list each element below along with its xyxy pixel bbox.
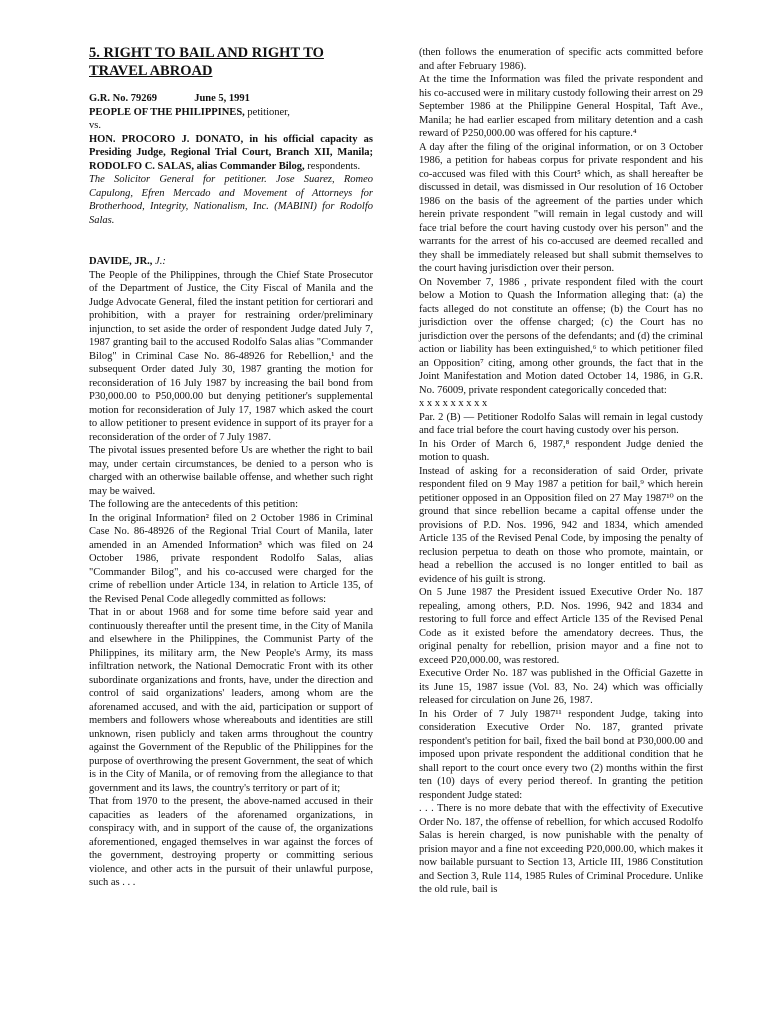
left-paragraph: In the original Information² filed on 2 October 1986 in Criminal Case No. 86-48926 of the Regional Trial Court of Manila, later amended in an Amended Information³ which was filed on 24 October 1986, private respondent Rodolfo Salas, alias "Commander Bilog", and his co-accused were charged for the crime of rebellion under Article 134, in relation to Article 135, of the Revised Penal Code allegedly committed as follows: xyxy=(89,512,373,605)
petitioner-role: petitioner, xyxy=(244,106,290,118)
document-title: 5. RIGHT TO BAIL AND RIGHT TO TRAVEL ABROAD xyxy=(89,45,324,79)
counsel-line: The Solicitor General for petitioner. Jose Suarez, Romeo Capulong, Efren Mercado and Movement of Attorneys for Brotherhood, Integrity, Nationalism, Inc. (MABINI) for Rodolfo Salas. xyxy=(89,174,373,226)
left-paragraph: The following are the antecedents of this petition: xyxy=(89,499,299,510)
right-paragraph: Executive Order No. 187 was published in the Official Gazette in its June 15, 1987 issue (Vol. 83, No. 24) which was officially released for circulation on June 26, 1987. xyxy=(419,668,703,706)
right-paragraph: Par. 2 (B) — Petitioner Rodolfo Salas will remain in legal custody and face trial before the court having custody over his person. xyxy=(419,411,703,436)
right-paragraph: At the time the Information was filed the private respondent and his co-accused were in military custody following their arrest on 29 September 1986 at the Philippine General Hospital, Taft Ave., Manila; he had earlier escaped from military detention and a cash reward of P250,000.00 was offered for his capture.⁴ xyxy=(419,74,704,139)
petitioner-line xyxy=(89,106,373,120)
left-paragraph: The pivotal issues presented before Us are whether the right to bail may, under certain circumstances, be denied to a person who is charged with an otherwise bailable offense, and whether such right may be waived. xyxy=(89,445,373,497)
petitioner-name: PEOPLE OF THE PHILIPPINES, xyxy=(89,106,245,118)
right-paragraph: x x x x x x x x x xyxy=(419,398,488,409)
right-paragraph: On 5 June 1987 the President issued Executive Order No. 187 repealing, among others, P.D. Nos. 1996, 942 and 1834 and restoring to full force and effect Article 135 of the Revised Penal Code as it existed before the amendatory decrees. Thus, the original penalty for rebellion, prision mayor and a fine not to exceed P20,000.00, was restored. xyxy=(419,587,703,666)
right-column xyxy=(419,46,703,897)
ponente-name: DAVIDE, JR., xyxy=(89,256,153,267)
versus-line: vs. xyxy=(89,120,101,131)
left-paragraph: The People of the Philippines, through the Chief State Prosecutor of the Department of Justice, the City Fiscal of Manila and the Judge Advocate General, filed the instant petition for certiorari and prohibition, with a prayer for restraining order/preliminary injunction, to set aside the order of respondent Judge dated July 7, 1987 granting bail to the accused Rodolfo Salas alias "Commander Bilog" in Criminal Case No. 86-48926 for Rebellion,¹ and the subsequent Order dated July 30, 1987 granting the motion for reconsideration of 16 July 1987 by increasing the bail bond from P30,000.00 to P50,000.00 but denying petitioner's supplemental motion for reconsideration of July 17, 1987 which asked the court to allow petitioner to present evidence in support of its prayer for a reconsideration of the order of 7 July 1987. xyxy=(89,269,373,443)
right-paragraph: . . . There is no more debate that with the effectivity of Executive Order No. 187, the offense of rebellion, for which accused Rodolfo Salas is herein charged, is now punishable with the penalty of prision mayor and a fine not exceeding P20,000.00, which makes it now bailable pursuant to Section 13, Article III, 1986 Constitution and Section 3, Rule 114, 1985 Rules of Criminal Procedure. Unlike the old rule, bail is xyxy=(419,803,703,895)
respondents-line xyxy=(89,133,373,174)
respondents-names: HON. PROCORO J. DONATO, in his official capacity as Presiding Judge, Regional Trial Court, Branch XII, Manila; RODOLFO C. SALAS, alias Commander Bilog, xyxy=(89,133,373,172)
right-paragraph: In his Order of March 6, 1987,⁸ respondent Judge denied the motion to quash. xyxy=(419,438,703,463)
gr-date: June 5, 1991 xyxy=(194,93,250,104)
respondents-role: respondents. xyxy=(304,160,361,172)
right-paragraph: Instead of asking for a reconsideration of said Order, private respondent filed on 9 May 1987 a petition for bail,⁹ which herein petitioner opposed in an Opposition filed on 27 May 1987¹⁰ on the ground that since rebellion became a capital offense under the provisions of P.D. Nos. 1996, 942 and 1834, which amended Article 135 of the Revised Penal Code, by imposing the penalty of reclusion perpetua to death on those who promote, maintain, or head a rebellion the accused is no longer entitled to bail as evidence of his guilt is strong. xyxy=(419,465,703,585)
ponente-line xyxy=(89,255,373,269)
right-paragraph: A day after the filing of the original information, or on 3 October 1986, a petition for habeas corpus for private respondent and his co-accused was filed with this Court⁵ which, as shall hereafter be discussed in detail, was dismissed in Our resolution of 16 October 1986 on the basis of the agreement of the parties under which herein private respondent "will remain in legal custody and will face trial before the court having custody over his person" and the warrants for the arrest of his co-accused are deemed recalled and they shall be immediately released but shall submit themselves to the court having jurisdiction over their person. xyxy=(419,141,703,274)
gr-number: G.R. No. 79269 xyxy=(89,93,157,104)
ponente-title: J.: xyxy=(152,256,166,267)
right-paragraph: On November 7, 1986 , private respondent filed with the court below a Motion to Quash the Information alleging that: (a) the facts alleged do not constitute an offense; (b) the Court has no jurisdiction over the offense charged; (c) the Court has no jurisdiction over the persons of the defendants; and (d) the criminal action or liability has been extinguished,⁶ to which petitioner filed an Opposition⁷ citing, among other grounds, the fact that in the Joint Manifestation and Motion dated October 14, 1986, in G.R. No. 76009, private respondent categorically conceded that: xyxy=(419,276,703,396)
case-number-line xyxy=(89,92,373,106)
left-paragraph: That in or about 1968 and for some time before said year and continuously thereafter until the present time, in the City of Manila and elsewhere in the Philippines, the Communist Party of the Philippines, its military arm, the New People's Army, its mass infiltration network, the National Democratic Front with its other subordinate organizations and fronts, have, under the direction and control of said organizations' leaders, among whom are the aforenamed accused, and with the aid, participation or support of members and followers whose whereabouts and identities are still unknown, risen publicly and taken arms throughout the country against the Government of the Republic of the Philippines for the purpose of overthrowing the present Government, the seat of which is in the City of Manila, or of removing from the allegiance to that government and its laws, the country's territory or part of it; xyxy=(89,607,374,794)
left-paragraph: That from 1970 to the present, the above-named accused in their capacities as leaders of the aforenamed organizations, in conspiracy with, and in support of the cause of, the organizations aforementioned, engaged themselves in war against the forces of the government, destroying property or committing serious violence, and other acts in the pursuit of their unlawful purpose, such as . . . xyxy=(89,796,373,888)
left-column xyxy=(89,44,373,890)
right-paragraph: In his Order of 7 July 1987¹¹ respondent Judge, taking into consideration Executive Order No. 187, granted private respondent's petition for bail, fixed the bail bond at P30,000.00 and imposed upon private respondent the additional condition that he shall report to the court once every two (2) months within the first ten (10) days of every period thereof. In granting the petition respondent Judge stated: xyxy=(419,708,703,801)
right-paragraph: (then follows the enumeration of specific acts committed before and after February 1986). xyxy=(419,47,703,72)
